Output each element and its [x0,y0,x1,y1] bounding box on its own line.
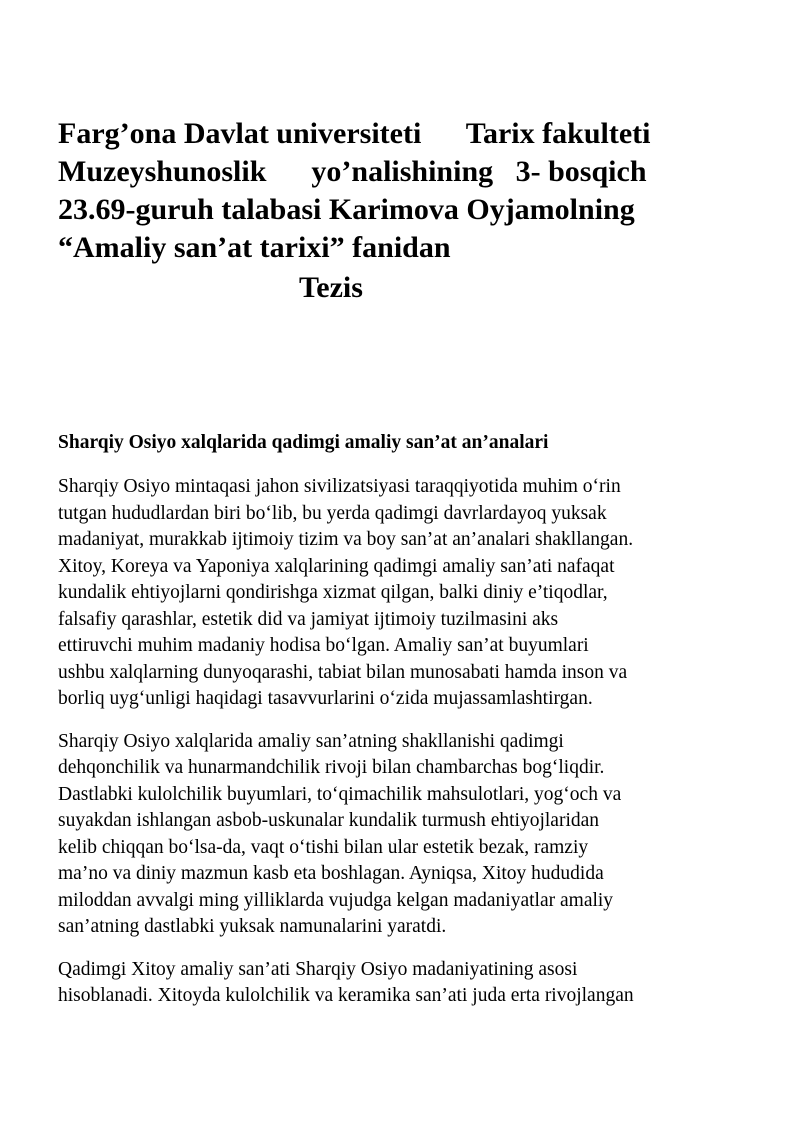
paragraph-line: dehqonchilik va hunarmandchilik rivoji bilan chambarchas bog‘liqdir. [58,757,605,778]
paragraph-line: Sharqiy Osiyo mintaqasi jahon sivilizatsiyasi taraqqiyotida muhim o‘rin [58,476,621,497]
header-university-line: Farg’ona Davlat universiteti Tarix fakulteti [58,117,651,150]
header-specialty-line: Muzeyshunoslik yo’nalishining 3- bosqich [58,155,647,188]
paragraph-line: kundalik ehtiyojlarni qondirishga xizmat qilgan, balki diniy e’tiqodlar, [58,582,608,603]
paragraph [58,474,778,713]
paragraph-line: miloddan avvalgi ming yilliklarda vujudga kelgan madaniyatlar amaliy [58,889,614,911]
article-title: Sharqiy Osiyo xalqlarida qadimgi amaliy san’at an’analari [58,432,549,453]
paragraph-line: madaniyat, murakkab ijtimoiy tizim va boy san’at an’analari shakllangan. [58,529,634,550]
paragraph-line: Xitoy, Koreya va Yaponiya xalqlarining qadimgi amaliy san’ati nafaqat [58,555,615,577]
paragraph-line: hisoblanadi. Xitoyda kulolchilik va keramika san’ati juda erta rivojlangan [58,985,634,1006]
paragraph [58,957,778,1010]
article-body [58,474,778,1026]
paragraph-line: ushbu xalqlarning dunyoqarashi, tabiat bilan munosabati hamda inson va [58,661,628,683]
paragraph-line: san’atning dastlabki yuksak namunalarini yaratdi. [58,916,447,937]
paragraph-line: suyakdan ishlangan asbob-uskunalar kundalik turmush ehtiyojlaridan [58,810,600,831]
paragraph-line: Dastlabki kulolchilik buyumlari, to‘qimachilik mahsulotlari, yog‘och va [58,783,622,805]
paragraph-line: borliq uyg‘unligi haqidagi tasavvurlarini o‘zida mujassamlashtirgan. [58,688,593,709]
document-type-heading: Tezis [299,271,363,304]
paragraph-line: Qadimgi Xitoy amaliy san’ati Sharqiy Osiyo madaniyatining asosi [58,958,578,980]
paragraph-line: ettiruvchi muhim madaniy hodisa bo‘lgan. Amaliy san’at buyumlari [58,635,589,656]
paragraph-line: falsafiy qarashlar, estetik did va jamiyat ijtimoiy tuzilmasini aks [58,608,559,630]
header-student-line: 23.69-guruh talabasi Karimova Oyjamolning [58,193,635,226]
header-subject-line: “Amaliy san’at tarixi” fanidan [58,231,451,264]
paragraph-line: tutgan hududlardan biri bo‘lib, bu yerda qadimgi davrlardayoq yuksak [58,502,607,524]
header-block [58,115,778,307]
paragraph-line: kelib chiqqan bo‘lsa-da, vaqt o‘tishi bilan ular estetik bezak, ramziy [58,836,589,858]
paragraph-line: Sharqiy Osiyo xalqlarida amaliy san’atning shakllanishi qadimgi [58,730,564,752]
paragraph [58,729,778,941]
paragraph-line: ma’no va diniy mazmun kasb eta boshlagan. Ayniqsa, Xitoy hududida [58,863,604,884]
